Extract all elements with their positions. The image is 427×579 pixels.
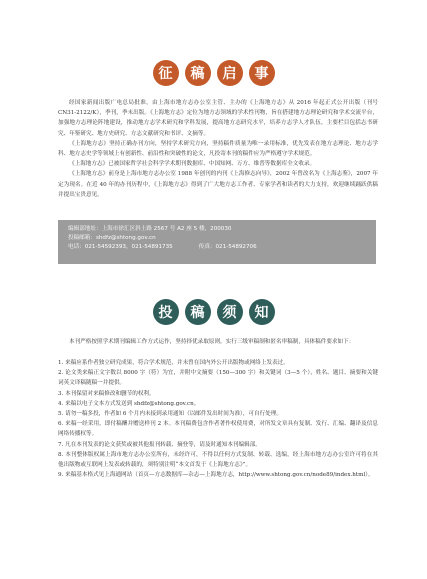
phone-numbers: 电话：021-54592393，021-54891735 [68, 244, 173, 250]
notice-title-char: 事 [249, 60, 275, 86]
guideline-item: 9. 来稿基本格式见上海通网站（首页—方志数据库—杂志—上海地方志，http://www.shtong.gov.cn/node89/index.html）。 [58, 472, 374, 479]
guideline-item: 1. 来稿应系作者独立研究成果，符合学术规范，并未曾在国内外公开出版物或网络上发表过。 [58, 360, 289, 366]
guidelines-title-char: 知 [249, 299, 275, 325]
guidelines-title-char: 须 [217, 299, 243, 325]
contact-box [58, 220, 376, 264]
guidelines-title-char: 投 [153, 299, 179, 325]
guideline-item: 2. 论文类来稿正文字数以 8000 字（符）为宜，并附中文摘要（150—300 字）和关键词（3—5 个），姓名、题目、摘要和关键词英文译稿随稿一并提供。 [58, 370, 378, 387]
submission-email[interactable]: 投稿邮箱：shdfz@shtong.gov.cn [68, 235, 156, 241]
fax-number: 传真：021-54892706 [198, 244, 257, 250]
guidelines-title-char: 稿 [185, 299, 211, 325]
notice-title-char: 启 [217, 60, 243, 86]
notice-title [0, 60, 427, 86]
guideline-item: 3. 本刊保留对来稿修改和删节的权利。 [58, 390, 155, 397]
guidelines-list [58, 358, 378, 480]
notice-body [58, 98, 378, 200]
notice-paragraph: 经国家新闻出版广电总局批准，由上海市地方志办公室主管、主办的《上海地方志》从 2016 年起正式公开出版（刊号 CN31-2122/K），季刊，季末出版。《上海地方志》定位为地方志领域的学术性刊物，旨在搭建地方志理论研究和学术交流平台，加强地方志理论阵地建设，推动地方志学术研究和学科发展，提高地方志研究水平，培养方志学人才队伍，主要栏目包括志书研究、年鉴研究、地方史研究、方志文献研究和书评、文摘等。 [58, 100, 378, 137]
guidelines-title [0, 299, 427, 325]
guideline-item: 7. 凡在本刊发表的论文获奖或被其他报刊转载、摘登等，请及时通知本刊编辑部。 [58, 441, 261, 448]
guideline-item: 8. 本刊整体版权属上海市地方志办公室所有，未经许可，不得以任何方式复制、转载、选编，经上海市地方志办公室许可将在其他出版物或互联网上发表或转载的，须特别注明“本文首发于《上海地方志》”。 [58, 451, 378, 469]
notice-paragraph: 《上海地方志》坚持正确办刊方向，坚持学术研究方向，坚持稿件质量为唯一录用标准，优先发表在地方志理论、地方志学科、地方志史学等领域上有创新性、前沿性和突破性的论文，凡投寄本刊的稿件应为严格遵守学术规范。 [58, 140, 378, 158]
guidelines-intro: 本刊严格按照学术期刊编辑工作方式运作，坚持择优录取原则，实行三级审稿制和匿名审稿制，具体稿件要求如下： [69, 339, 355, 345]
notice-paragraph: 《上海地方志》前身是上海市地方志办公室 1988 年创刊的内刊《上海修志向导》，2002 年曾改名为《上海志鉴》，2007 年定为现名。在近 40 年的办刊历程中，《上海地方志》得到了广大地方志工作者、专家学者和读者的大力支持，欢迎继续踊跃供稿并提出宝贵意见。 [58, 171, 378, 198]
phone-fax-line [68, 243, 366, 252]
guideline-item: 6. 来稿一经采用，即付稿酬并赠送样刊 2 本。本刊稿费包含作者著作权使用费，对所发文章具有复制、发行、汇编、翻译及信息网络传播权等。 [58, 421, 378, 438]
editor-address: 编辑部地址：上海市徐汇区斜土路 2567 号 A2 座 5 楼，200030 [68, 226, 232, 232]
guideline-item: 5. 请勿一稿多投，作者如 6 个月内未接到录用通知（以邮件发出时间为准），可自行处理。 [58, 411, 282, 418]
guideline-item: 4. 来稿以电子文本方式发送到 shdfz@shtong.gov.cn。 [58, 400, 200, 407]
notice-title-char: 稿 [185, 60, 211, 86]
notice-title-char: 征 [153, 60, 179, 86]
notice-paragraph: 《上海地方志》已被国家哲学社会科学学术期刊数据库、中国知网、万方、维普等数据库全文收录。 [69, 161, 316, 168]
